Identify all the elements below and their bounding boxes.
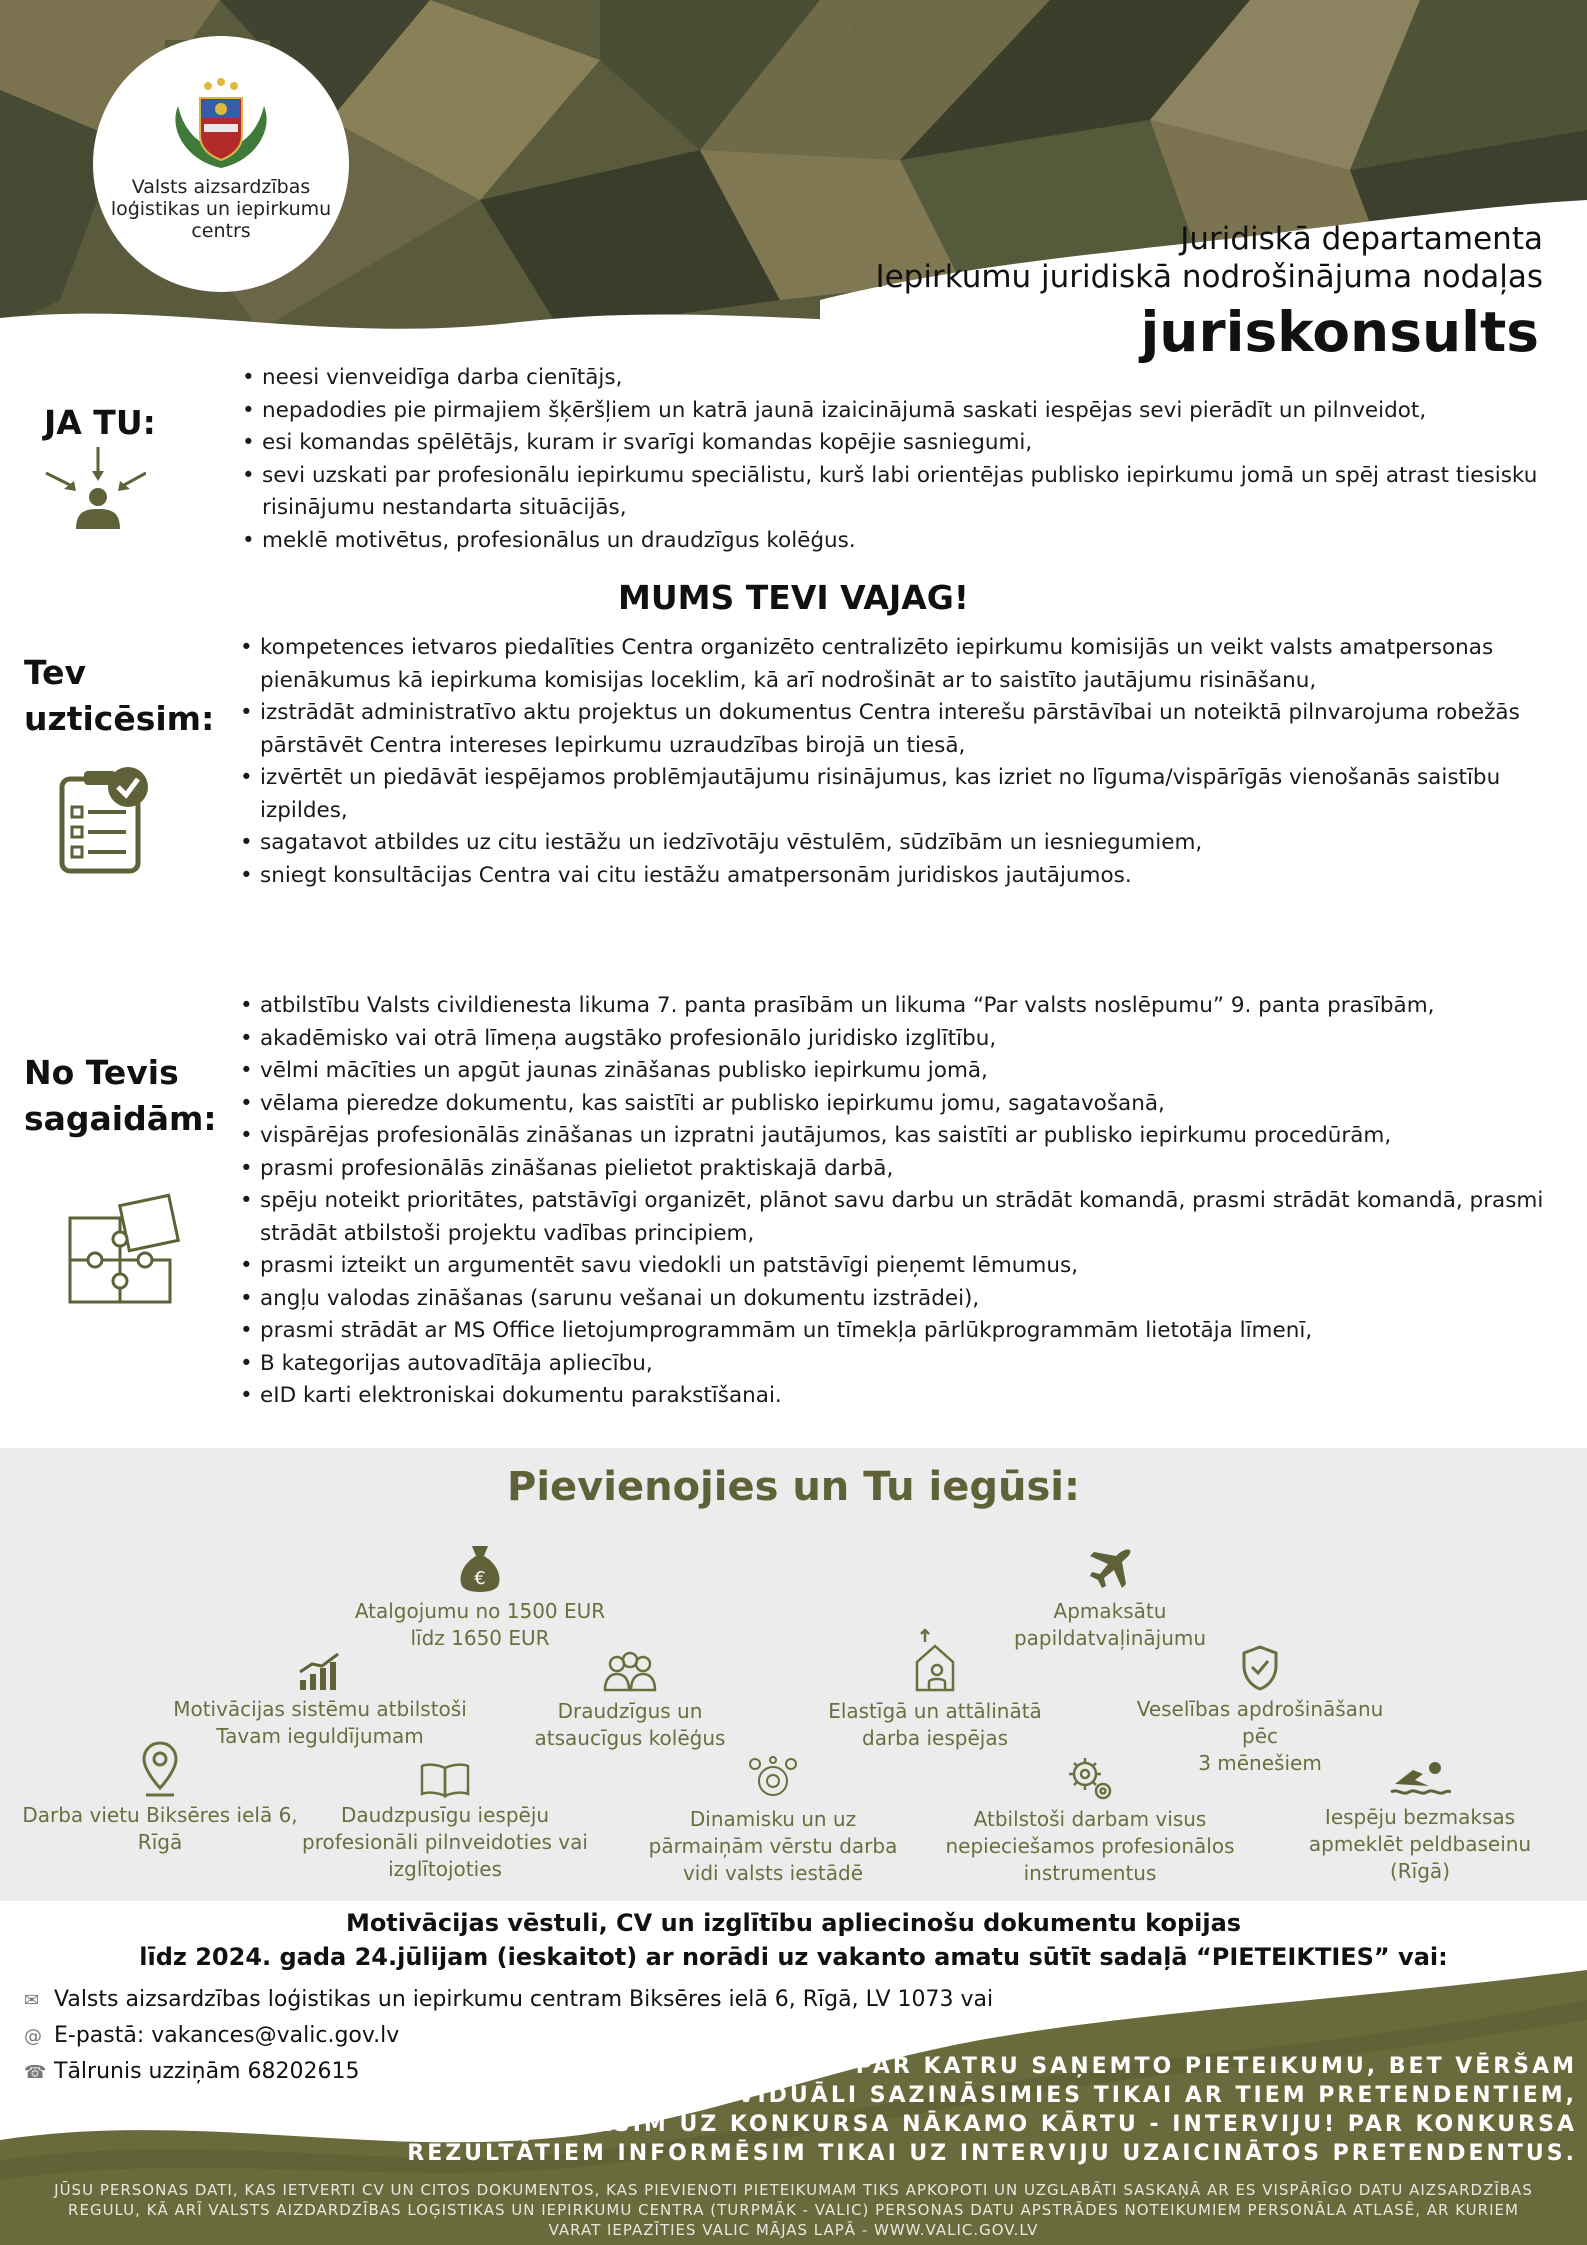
contact-address xyxy=(24,1987,993,2012)
benefits-title: Pievienojies un Tu iegūsi: xyxy=(507,1464,1080,1510)
watermark-text: NBS xyxy=(850,18,902,43)
benefit-text: atsaucīgus kolēģus xyxy=(534,1726,726,1750)
colleagues-icon xyxy=(601,1650,659,1694)
benefit-location xyxy=(10,1740,310,1856)
contact-phone xyxy=(24,2059,360,2084)
list-item: • sevi uzskati par profesionālu iepirkumu speciālistu, kurš labi orientējas publisko iepirkumu jomā un spēj atrast tiesisku risinājumu nestandarta situācijās, xyxy=(262,460,1562,525)
apply-line: Motivācijas vēstuli, CV un izglītību apliecinošu dokumentu kopijas xyxy=(345,1909,1242,1937)
benefit-text: Atbilstoši darbam visus xyxy=(973,1807,1207,1831)
benefit-text: izglītojoties xyxy=(388,1857,502,1881)
person-target-icon xyxy=(42,445,146,535)
department-title xyxy=(875,220,1543,296)
logo-text-line: Valsts aizsardzības xyxy=(131,176,311,198)
at-sign-icon: @ xyxy=(24,2026,42,2047)
list-item: • vispārējas profesionālās zināšanas un izpratni jautājumos, kas saistīti ar publisko iepirkumu procedūrām, xyxy=(260,1120,1570,1153)
list-item: • nepadodies pie pirmajiem šķēršļiem un katrā jaunā izaicinājumā saskati iespējas sevi pierādīt un pilnveidot, xyxy=(262,395,1562,428)
logo-text xyxy=(93,176,349,242)
list-item: • B kategorijas autovadītāja apliecību, xyxy=(260,1348,1570,1381)
benefit-text: vidi valsts iestādē xyxy=(682,1861,864,1885)
mail-send-icon: ✉ xyxy=(24,1990,40,2011)
benefit-flexible xyxy=(800,1628,1070,1752)
no-tevis-list xyxy=(234,990,1570,1413)
benefits-section xyxy=(0,1448,1587,1901)
section-heading: MUMS TEVI VAJAG! xyxy=(618,578,969,617)
logo-text-line: centrs xyxy=(191,220,251,242)
ja-tu-label: JA TU: xyxy=(44,403,156,442)
label-line: No Tevis xyxy=(24,1053,179,1092)
growth-chart-icon xyxy=(298,1652,342,1692)
benefit-text: Draudzīgus un xyxy=(557,1699,703,1723)
list-item: • akadēmisko vai otrā līmeņa augstāko profesionālo juridisko izglītību, xyxy=(260,1023,1570,1056)
list-item: • izvērtēt un piedāvāt iespējamos problēmjautājumu risinājumus, kas izriet no līguma/vispārīgās vienošanās saistību izpildes, xyxy=(260,762,1570,827)
phone-icon: ☎ xyxy=(24,2062,47,2083)
list-item: • vēlmi mācīties un apgūt jaunas zināšanas publisko iepirkumu jomā, xyxy=(260,1055,1570,1088)
privacy-line: VARAT IEPAZĪTIES VALIC MĀJAS LAPĀ - WWW.VALIC.GOV.LV xyxy=(548,2221,1039,2239)
list-item: • esi komandas spēlētājs, kuram ir svarīgi komandas kopējie sasniegumi, xyxy=(262,427,1562,460)
ja-tu-list xyxy=(236,362,1562,557)
benefit-text: Veselības apdrošināšanu xyxy=(1136,1697,1384,1721)
benefit-text: instrumentus xyxy=(1023,1861,1157,1885)
list-item: • angļu valodas zināšanas (sarunu vešanai un dokumentu izstrādei), xyxy=(260,1283,1570,1316)
benefit-text: nepieciešamos profesionālos xyxy=(945,1834,1235,1858)
contact-email xyxy=(24,2023,399,2048)
benefit-text: Iespēju bezmaksas xyxy=(1324,1805,1516,1829)
money-bag-icon xyxy=(458,1542,502,1594)
benefit-text: 3 mēnešiem xyxy=(1198,1751,1322,1775)
benefit-motivation xyxy=(160,1652,480,1750)
benefit-colleagues xyxy=(500,1650,760,1752)
remote-work-icon xyxy=(913,1628,957,1694)
benefit-text: Darba vietu Biksēres ielā 6, xyxy=(22,1803,298,1827)
benefit-salary xyxy=(330,1542,630,1652)
airplane-icon xyxy=(1086,1546,1134,1594)
benefit-tools xyxy=(940,1754,1240,1887)
benefit-text: Tavam ieguldījumam xyxy=(216,1724,424,1748)
label-line: Tev xyxy=(24,653,87,692)
list-item: • neesi vienveidīga darba cienītājs, xyxy=(262,362,1562,395)
list-item: • izstrādāt administratīvo aktu projektus un dokumentus Centra interešu pārstāvībai un noteiktā pilnvarojuma robežās pārstāvēt Centra intereses Iepirkumu uzraudzības birojā un tiesā, xyxy=(260,697,1570,762)
location-pin-icon xyxy=(140,1740,180,1798)
coat-of-arms-icon xyxy=(168,76,274,172)
footer-notice xyxy=(400,2052,1577,2168)
list-item: • sagatavot atbildes uz citu iestāžu un iedzīvotāju vēstulēm, sūdzībām un iesniegumiem, xyxy=(260,827,1570,860)
benefit-text: apmeklēt peldbaseinu xyxy=(1308,1832,1532,1856)
puzzle-icon xyxy=(66,1192,184,1304)
swimmer-icon xyxy=(1389,1758,1451,1800)
footer-notice-line: REZULTĀTIEM INFORMĒSIM TIKAI UZ INTERVIJU UZAICINĀTOS PRETENDENTUS. xyxy=(407,2141,1577,2166)
svg-text:€: € xyxy=(474,1568,486,1589)
position-title: juriskonsults xyxy=(1140,300,1539,364)
benefit-text: pārmaiņām vērstu darba xyxy=(648,1834,898,1858)
benefit-text: Rīgā xyxy=(137,1830,183,1854)
tev-uzticesim-label xyxy=(24,650,214,742)
footer-notice-line: KURUS AICINĀSIM UZ KONKURSA NĀKAMO KĀRTU - INTERVIJU! PAR KONKURSA xyxy=(400,2112,1577,2137)
list-item: • prasmi profesionālās zināšanas pielietot praktiskajā darbā, xyxy=(260,1153,1570,1186)
email-text[interactable]: E-pastā: vakances@valic.gov.lv xyxy=(54,2023,400,2048)
gears-icon xyxy=(1065,1754,1115,1802)
benefit-text: Daudzpusīgu iespēju xyxy=(340,1803,550,1827)
list-item: • spēju noteikt prioritātes, patstāvīgi organizēt, plānot savu darbu un strādāt komandā, prasmi strādāt komandā, prasmi strādāt atbilstoši projektu vadības principiem, xyxy=(260,1185,1570,1250)
benefit-text: līdz 1650 EUR xyxy=(410,1626,550,1650)
apply-line: līdz 2024. gada 24.jūlijam (ieskaitot) ar norādi uz vakanto amatu sūtīt sadaļā “PIETEIKTIES” vai: xyxy=(139,1943,1448,1971)
department-line: Juridiskā departamenta xyxy=(1180,221,1543,257)
shield-check-icon xyxy=(1240,1644,1280,1692)
footer-notice-line: PRIECĀJAMIES PAR KATRU SAŅEMTO PIETEIKUMU, BET VĒRŠAM xyxy=(633,2054,1577,2079)
benefit-learning xyxy=(300,1762,590,1883)
benefit-text: Elastīgā un attālinātā xyxy=(828,1699,1042,1723)
benefit-text: Dinamisku un uz xyxy=(689,1807,857,1831)
privacy-notice xyxy=(0,2180,1587,2240)
logo xyxy=(93,36,349,292)
checklist-icon xyxy=(58,765,150,875)
list-item: • prasmi izteikt un argumentēt savu viedokli un patstāvīgi pieņemt lēmumus, xyxy=(260,1250,1570,1283)
book-icon xyxy=(419,1762,471,1798)
logo-text-line: loģistikas un iepirkumu xyxy=(110,198,332,220)
benefit-text: papildatvaļinājumu xyxy=(1013,1626,1207,1650)
dynamic-gears-icon xyxy=(747,1756,799,1802)
address-text: Valsts aizsardzības loģistikas un iepirkumu centram Biksēres ielā 6, Rīgā, LV 1073 vai xyxy=(54,1987,994,2012)
benefit-text: (Rīgā) xyxy=(1389,1859,1450,1883)
division-line: Iepirkumu juridiskā nodrošinājuma nodaļas xyxy=(875,259,1543,295)
tev-uzticesim-list xyxy=(234,632,1570,892)
benefit-text: Apmaksātu xyxy=(1053,1599,1167,1623)
benefit-text: pēc xyxy=(1242,1724,1278,1748)
list-item: • meklē motivētus, profesionālus un draudzīgus kolēģus. xyxy=(262,525,1562,558)
list-item: • atbilstību Valsts civildienesta likuma 7. panta prasībām un likuma “Par valsts noslēpumu” 9. panta prasībām, xyxy=(260,990,1570,1023)
footer-notice-line: UZMANĪBU,KA INDIVIDUĀLI SAZINĀSIMIES TIKAI AR TIEM PRETENDENTIEM, xyxy=(452,2083,1577,2108)
list-item: • prasmi strādāt ar MS Office lietojumprogrammām un tīmekļa pārlūkprogrammām lietotāja līmenī, xyxy=(260,1315,1570,1348)
benefit-pool xyxy=(1290,1758,1550,1885)
benefit-text: Motivācijas sistēmu atbilstoši xyxy=(173,1697,467,1721)
phone-text: Tālrunis uzziņām 68202615 xyxy=(54,2059,360,2084)
benefit-dynamic xyxy=(628,1756,918,1887)
benefit-text: Atalgojumu no 1500 EUR xyxy=(354,1599,606,1623)
label-line: uzticēsim: xyxy=(24,699,215,738)
privacy-line: JŪSU PERSONAS DATI, KAS IETVERTI CV UN CITOS DOKUMENTOS, KAS PIEVIENOTI PIETEIKUMAM TIKS APKOPOTI UN UZGLABĀTI SASKAŅĀ AR ES VISPĀRĪGO DATU AIZSARDZĪBAS xyxy=(54,2181,1533,2199)
benefit-text: darba iespējas xyxy=(862,1726,1008,1750)
list-item: • kompetences ietvaros piedalīties Centra organizēto centralizēto iepirkumu komisijās un veikt valsts amatpersonas pienākumus kā iepirkuma komisijas loceklim, kā arī nodrošināt ar to saistīto jautājumu risināšanu, xyxy=(260,632,1570,697)
benefit-text: profesionāli pilnveidoties vai xyxy=(302,1830,588,1854)
privacy-line: REGULU, KĀ ARĪ VALSTS AIZDARDZĪBAS LOĢISTIKAS UN IEPIRKUMU CENTRA (TURPMĀK - VALIC) PERSONAS DATU APSTRĀDES NOTEIKUMIEM PERSONĀLA ATLASĒ, AR KURIEM xyxy=(68,2201,1519,2219)
list-item: • vēlama pieredze dokumentu, kas saistīti ar publisko iepirkumu jomu, sagatavošanā, xyxy=(260,1088,1570,1121)
label-line: sagaidām: xyxy=(24,1099,217,1138)
list-item: • eID karti elektroniskai dokumentu parakstīšanai. xyxy=(260,1380,1570,1413)
no-tevis-label xyxy=(24,1050,217,1142)
list-item: • sniegt konsultācijas Centra vai citu iestāžu amatpersonām juridiskos jautājumos. xyxy=(260,860,1570,893)
